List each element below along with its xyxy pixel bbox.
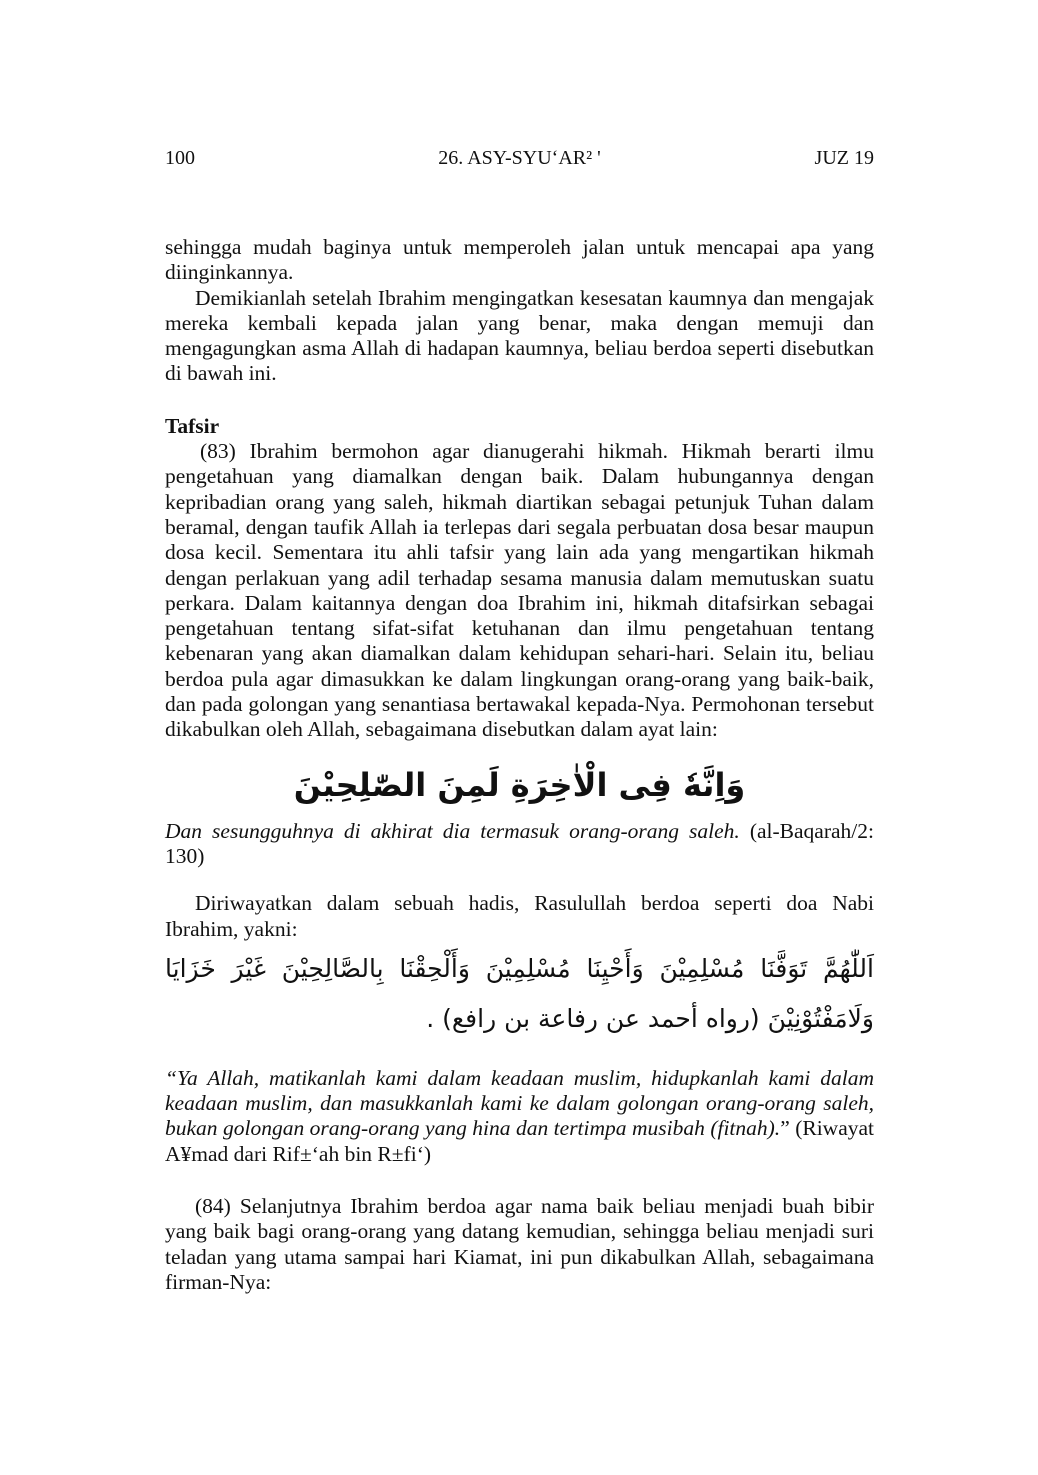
ayah-translation: Dan sesungguhnya di akhirat dia termasuk orang-orang saleh. bbox=[165, 818, 740, 843]
hadith-translation-block bbox=[165, 1066, 874, 1167]
quran-ayah-arabic: وَاِنَّهٗ فِى الْاٰخِرَةِ لَمِنَ الصّٰلِحِيْنَ bbox=[293, 765, 746, 804]
hadith-translation: “Ya Allah, matikanlah kami dalam keadaan muslim, hidupkanlah kami dalam keadaan muslim, dan masukkanlah kami ke dalam golongan orang-orang saleh, bukan golongan orang-orang yang hina dan tertimpa musibah (fitnah). bbox=[165, 1065, 874, 1141]
paragraph-continuation: sehingga mudah baginya untuk memperoleh jalan untuk mencapai apa yang diinginkannya. bbox=[165, 235, 874, 285]
paragraph-verse-84: (84) Selanjutnya Ibrahim berdoa agar nama baik beliau menjadi buah bibir yang baik bagi orang-orang yang datang kemudian, sehingga beliau menjadi suri teladan yang utama sampai hari Kiamat, ini pun dikabulkan Allah, sebagaimana firman-Nya: bbox=[165, 1194, 874, 1294]
hadith-reference: ” (Riwayat A¥mad dari Rif±‘ah bin R±fi‘) bbox=[165, 1116, 874, 1166]
tafsir-heading: Tafsir bbox=[165, 413, 220, 438]
paragraph-hadith-intro: Diriwayatkan dalam sebuah hadis, Rasulullah berdoa seperti doa Nabi Ibrahim, yakni: bbox=[165, 891, 874, 941]
surah-title: 26. ASY-SYU‘AR² ' bbox=[438, 147, 601, 169]
ayah-reference: (al-Baqarah/2: 130) bbox=[165, 818, 874, 868]
paragraph-verse-83: (83) Ibrahim bermohon agar dianugerahi hikmah. Hikmah berarti ilmu pengetahuan yang diamalkan dengan baik. Dalam hubungannya dengan kepribadian orang yang saleh, hikmah diartikan sebagai petunjuk Tuhan dalam beramal, dengan taufik Allah ia terlepas dari segala perbuatan dosa besar maupun dosa kecil. Sementara itu ahli tafsir yang lain ada yang mengartikan hikmah dengan perlakuan yang adil terhadap sesama manusia dalam memutuskan suatu perkara. Dalam kaitannya dengan doa Ibrahim ini, hikmah ditafsirkan sebagai pengetahuan tentang sifat-sifat ketuhanan dan ilmu pengetahuan tentang kebenaran yang akan diamalkan dalam kehidupan sehari-hari. Selain itu, beliau berdoa pula agar dimasukkan ke dalam lingkungan orang-orang yang baik-baik, dan pada golongan yang senantiasa bertawakal kepada-Nya. Permohonan tersebut dikabulkan oleh Allah, sebagaimana disebutkan dalam ayat lain: bbox=[165, 439, 874, 742]
juz-label: JUZ 19 bbox=[814, 147, 874, 169]
hadith-arabic: اَللّٰهُمَّ تَوَفَّنَا مُسْلِمِيْنَ وَأَحْيِنَا مُسْلِمِيْنَ وَأَلْحِقْنَا بِالصَّالِحِيْنَ غَيْرَ خَزَايَا وَلَامَفْتُوْنِيْنَ (رواه أحمد عن رفاعة بن رافع) . bbox=[165, 953, 874, 1033]
paragraph-intro: Demikianlah setelah Ibrahim mengingatkan kesesatan kaumnya dan mengajak mereka kembali kepada jalan yang benar, maka dengan memuji dan mengagungkan asma Allah di hadapan kaumnya, beliau berdoa seperti disebutkan di bawah ini. bbox=[165, 285, 874, 386]
ayah-translation-block bbox=[165, 819, 874, 870]
page-number: 100 bbox=[165, 147, 195, 169]
body-text bbox=[165, 235, 874, 1295]
